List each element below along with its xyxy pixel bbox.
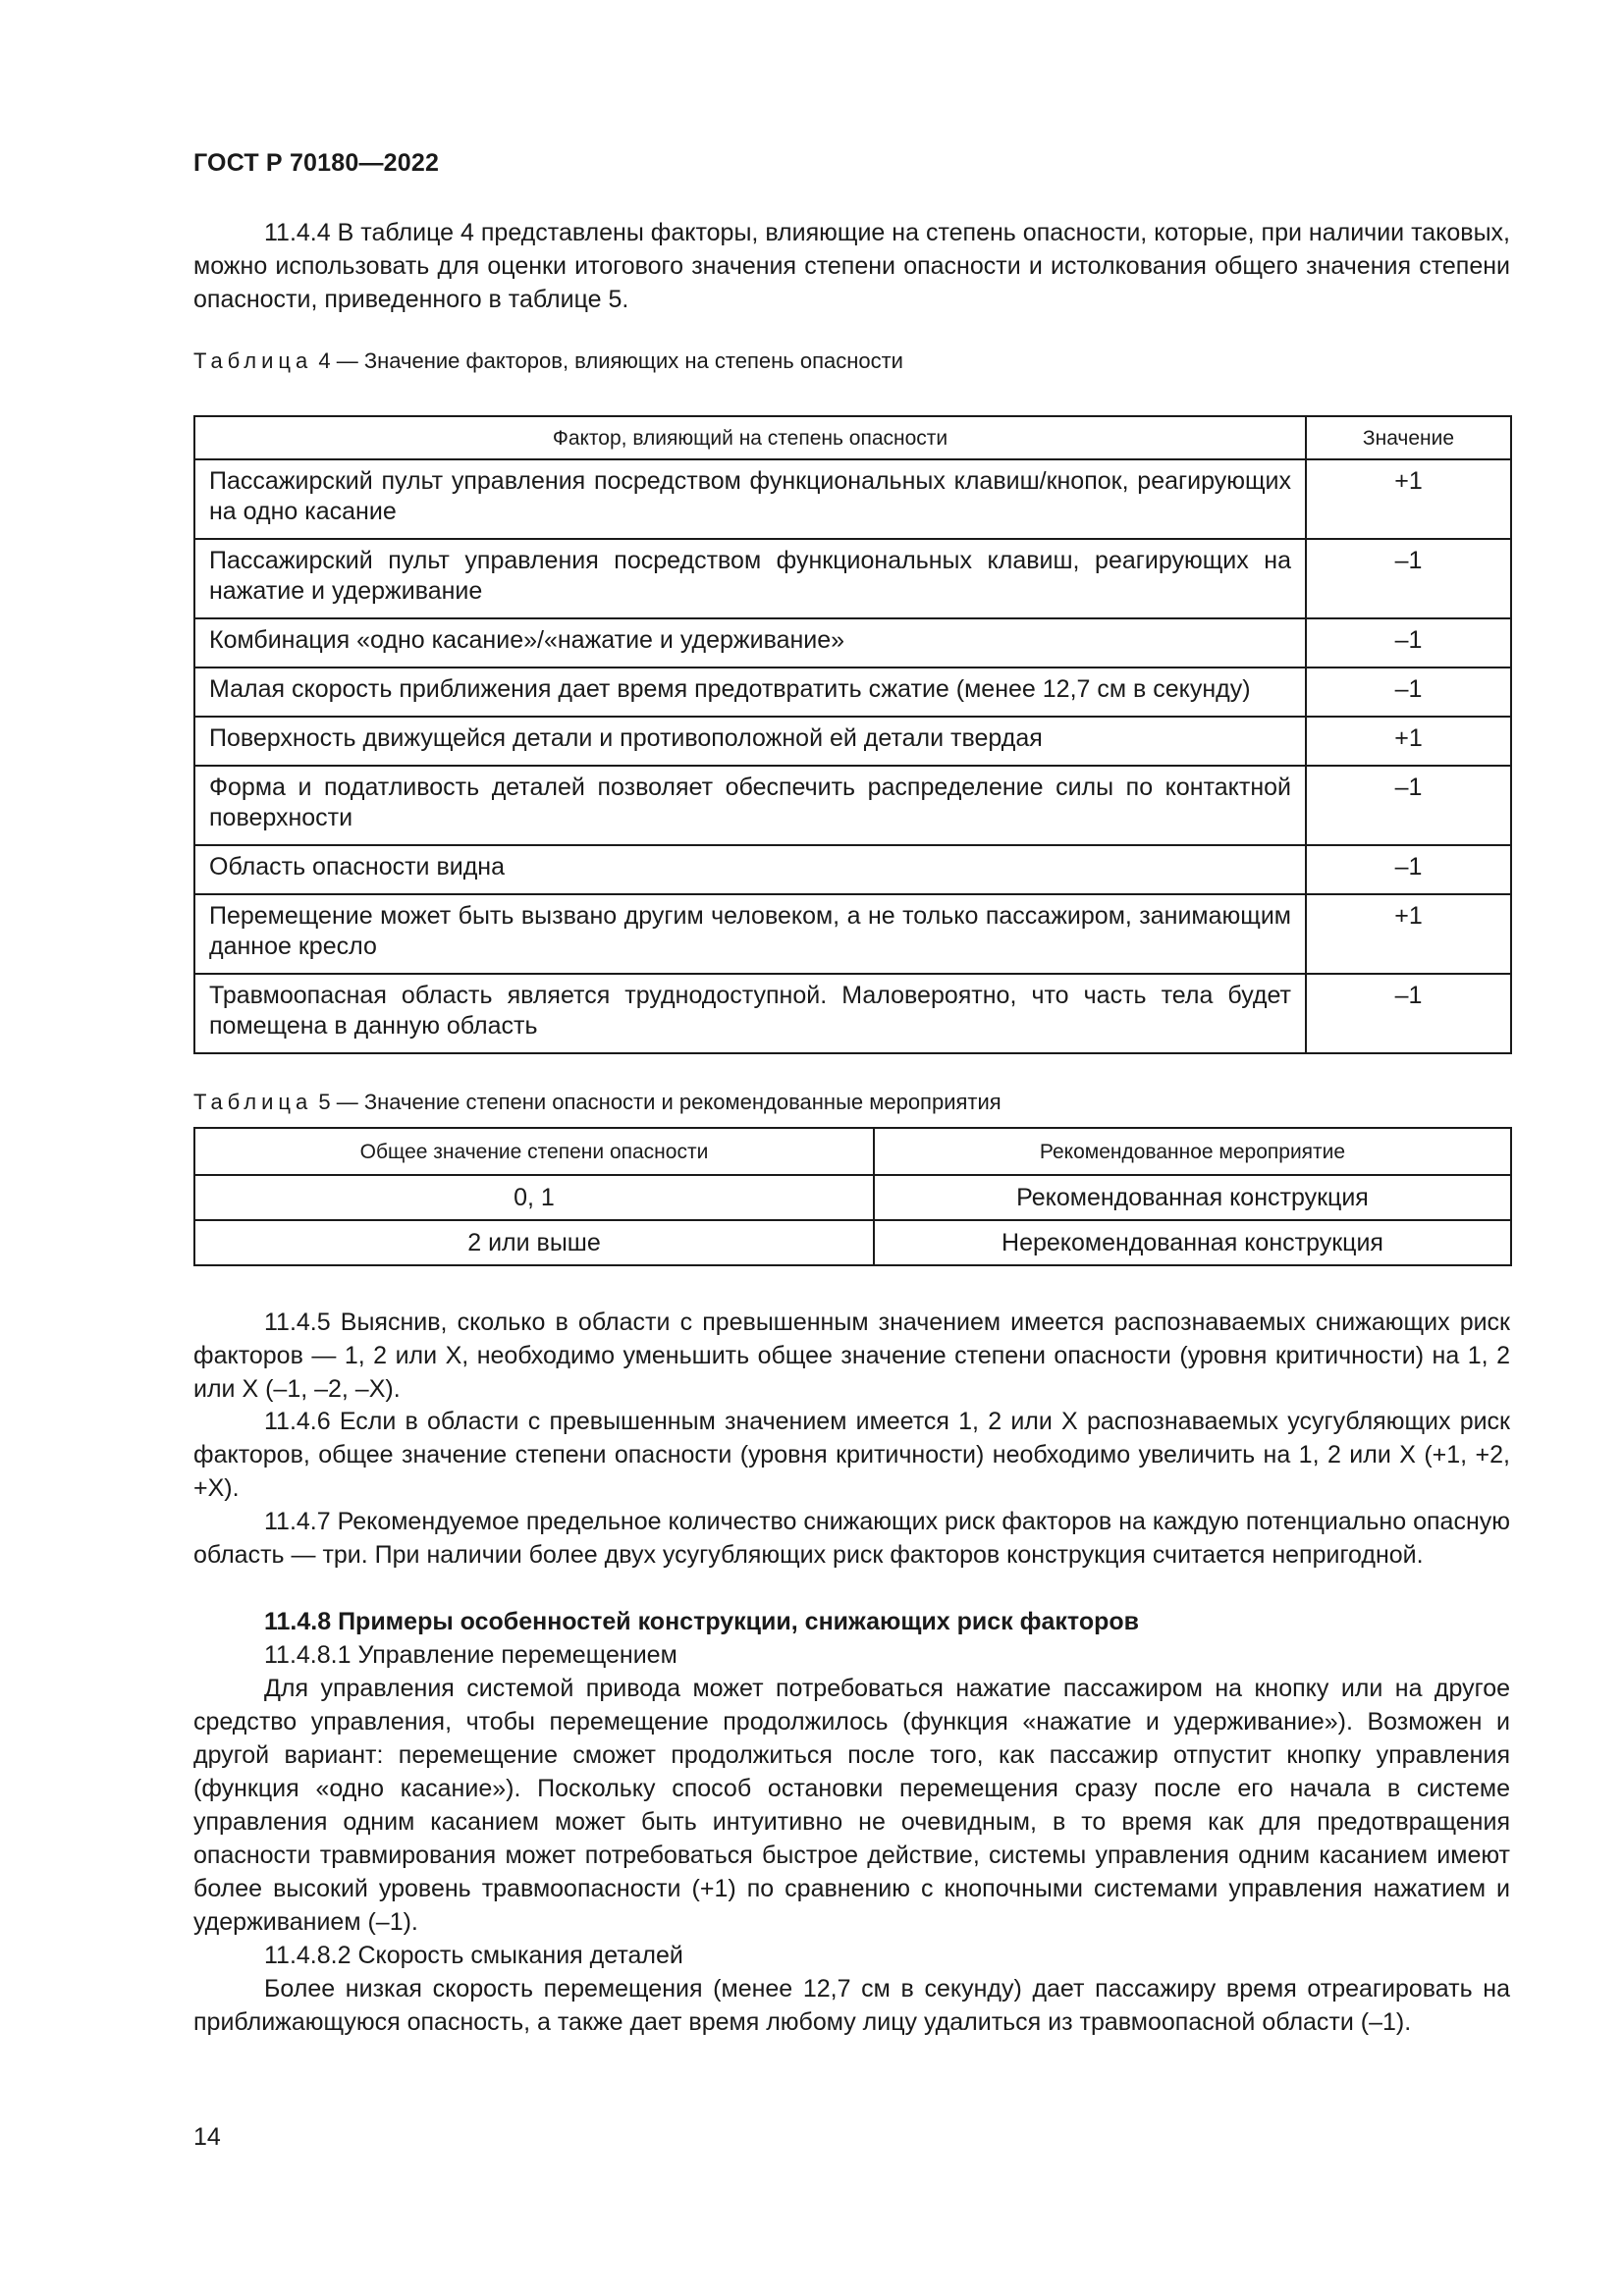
factor-cell: Комбинация «одно касание»/«нажатие и удерживание» — [194, 618, 1306, 667]
table-row — [194, 667, 1511, 717]
total-cell: 2 или выше — [194, 1220, 874, 1265]
table-row — [194, 766, 1511, 845]
value-cell: +1 — [1306, 459, 1511, 539]
table-row — [194, 459, 1511, 539]
paragraph-11-4-7: 11.4.7 Рекомендуемое предельное количество снижающих риск факторов на каждую потенциально опасную область — три. При наличии более двух усугубляющих риск факторов конструкция считается непригодной. — [193, 1508, 1510, 1569]
value-cell: –1 — [1306, 845, 1511, 894]
paragraph-11-4-5: 11.4.5 Выяснив, сколько в области с превышенным значением имеется распознаваемых снижающих риск факторов — 1, 2 или X, необходимо уменьшить общее значение степени опасности (уровня критичности) на 1, 2 или X (–1, –2, –X). — [193, 1308, 1510, 1403]
heading-11-4-8-1: 11.4.8.1 Управление перемещением — [264, 1641, 677, 1669]
table5-caption — [193, 1090, 1001, 1115]
table-header-row — [194, 416, 1511, 459]
total-cell: 0, 1 — [194, 1175, 874, 1220]
value-cell: –1 — [1306, 766, 1511, 845]
table4-caption — [193, 348, 903, 374]
factor-cell: Форма и податливость деталей позволяет обеспечить распределение силы по контактной поверхности — [194, 766, 1306, 845]
table-risk-actions — [193, 1127, 1512, 1266]
factor-cell: Малая скорость приближения дает время предотвратить сжатие (менее 12,7 см в секунду) — [194, 667, 1306, 717]
table-row — [194, 974, 1511, 1053]
value-cell: +1 — [1306, 894, 1511, 974]
table-row — [194, 1175, 1511, 1220]
value-cell: +1 — [1306, 717, 1511, 766]
page-number: 14 — [193, 2123, 221, 2151]
table-risk-factors — [193, 415, 1512, 1054]
paragraph-11-4-8-1: Для управления системой привода может потребоваться нажатие пассажиром на кнопку или на другое средство управления, чтобы перемещение продолжилось (функция «нажатие и удерживание»). Возможен и другой вариант: перемещение сможет продолжиться после того, как пассажир отпустит кнопку управления (функция «одно касание»). Поскольку способ остановки перемещения сразу после его начала в системе управления одним касанием может быть интуитивно не очевидным, в то время как для предотвращения опасности травмирования может потребоваться быстрое действие, системы управления одним касанием имеют более высокий уровень травмоопасности (+1) по сравнению с кнопочными системами управления нажатием и удерживанием (–1). — [193, 1675, 1510, 1936]
table5-caption-text: 5 — Значение степени опасности и рекомендованные мероприятия — [318, 1090, 1001, 1114]
value-cell: –1 — [1306, 667, 1511, 717]
table-row — [194, 1220, 1511, 1265]
table5-caption-label: Таблица — [193, 1090, 313, 1114]
factor-cell: Поверхность движущейся детали и противоположной ей детали твердая — [194, 717, 1306, 766]
table-header-row — [194, 1128, 1511, 1175]
factor-cell: Перемещение может быть вызвано другим человеком, а не только пассажиром, занимающим данное кресло — [194, 894, 1306, 974]
table-row — [194, 845, 1511, 894]
paragraph-11-4-6: 11.4.6 Если в области с превышенным значением имеется 1, 2 или X распознаваемых усугубляющих риск факторов, общее значение степени опасности (уровня критичности) необходимо увеличить на 1, 2 или X (+1, +2, +X). — [193, 1408, 1510, 1502]
table-row — [194, 539, 1511, 618]
intro-paragraph: 11.4.4 В таблице 4 представлены факторы, влияющие на степень опасности, которые, при наличии таковых, можно использовать для оценки итогового значения степени опасности и истолкования общего значения степени опасности, приведенного в таблице 5. — [193, 219, 1510, 313]
value-cell: –1 — [1306, 539, 1511, 618]
table-row — [194, 894, 1511, 974]
column-header-total: Общее значение степени опасности — [194, 1128, 874, 1175]
action-cell: Рекомендованная конструкция — [874, 1175, 1511, 1220]
table4-caption-label: Таблица — [193, 348, 313, 373]
factor-cell: Травмоопасная область является труднодоступной. Маловероятно, что часть тела будет помещена в данную область — [194, 974, 1306, 1053]
paragraph-11-4-8-2: Более низкая скорость перемещения (менее 12,7 см в секунду) дает пассажиру время отреагировать на приближающуюся опасность, а также дает время любому лицу удалиться из травмоопасной области (–1). — [193, 1975, 1510, 2036]
value-cell: –1 — [1306, 618, 1511, 667]
table-row — [194, 717, 1511, 766]
factor-cell: Пассажирский пульт управления посредством функциональных клавиш, реагирующих на нажатие и удерживание — [194, 539, 1306, 618]
factor-cell: Область опасности видна — [194, 845, 1306, 894]
table-row — [194, 618, 1511, 667]
value-cell: –1 — [1306, 974, 1511, 1053]
heading-11-4-8: 11.4.8 Примеры особенностей конструкции, снижающих риск факторов — [264, 1608, 1140, 1635]
table4-caption-text: 4 — Значение факторов, влияющих на степень опасности — [318, 348, 903, 373]
column-header-action: Рекомендованное мероприятие — [874, 1128, 1511, 1175]
factor-cell: Пассажирский пульт управления посредством функциональных клавиш/кнопок, реагирующих на одно касание — [194, 459, 1306, 539]
column-header-factor: Фактор, влияющий на степень опасности — [194, 416, 1306, 459]
action-cell: Нерекомендованная конструкция — [874, 1220, 1511, 1265]
heading-11-4-8-2: 11.4.8.2 Скорость смыкания деталей — [264, 1942, 683, 1969]
column-header-value: Значение — [1306, 416, 1511, 459]
document-header: ГОСТ Р 70180—2022 — [193, 149, 440, 177]
